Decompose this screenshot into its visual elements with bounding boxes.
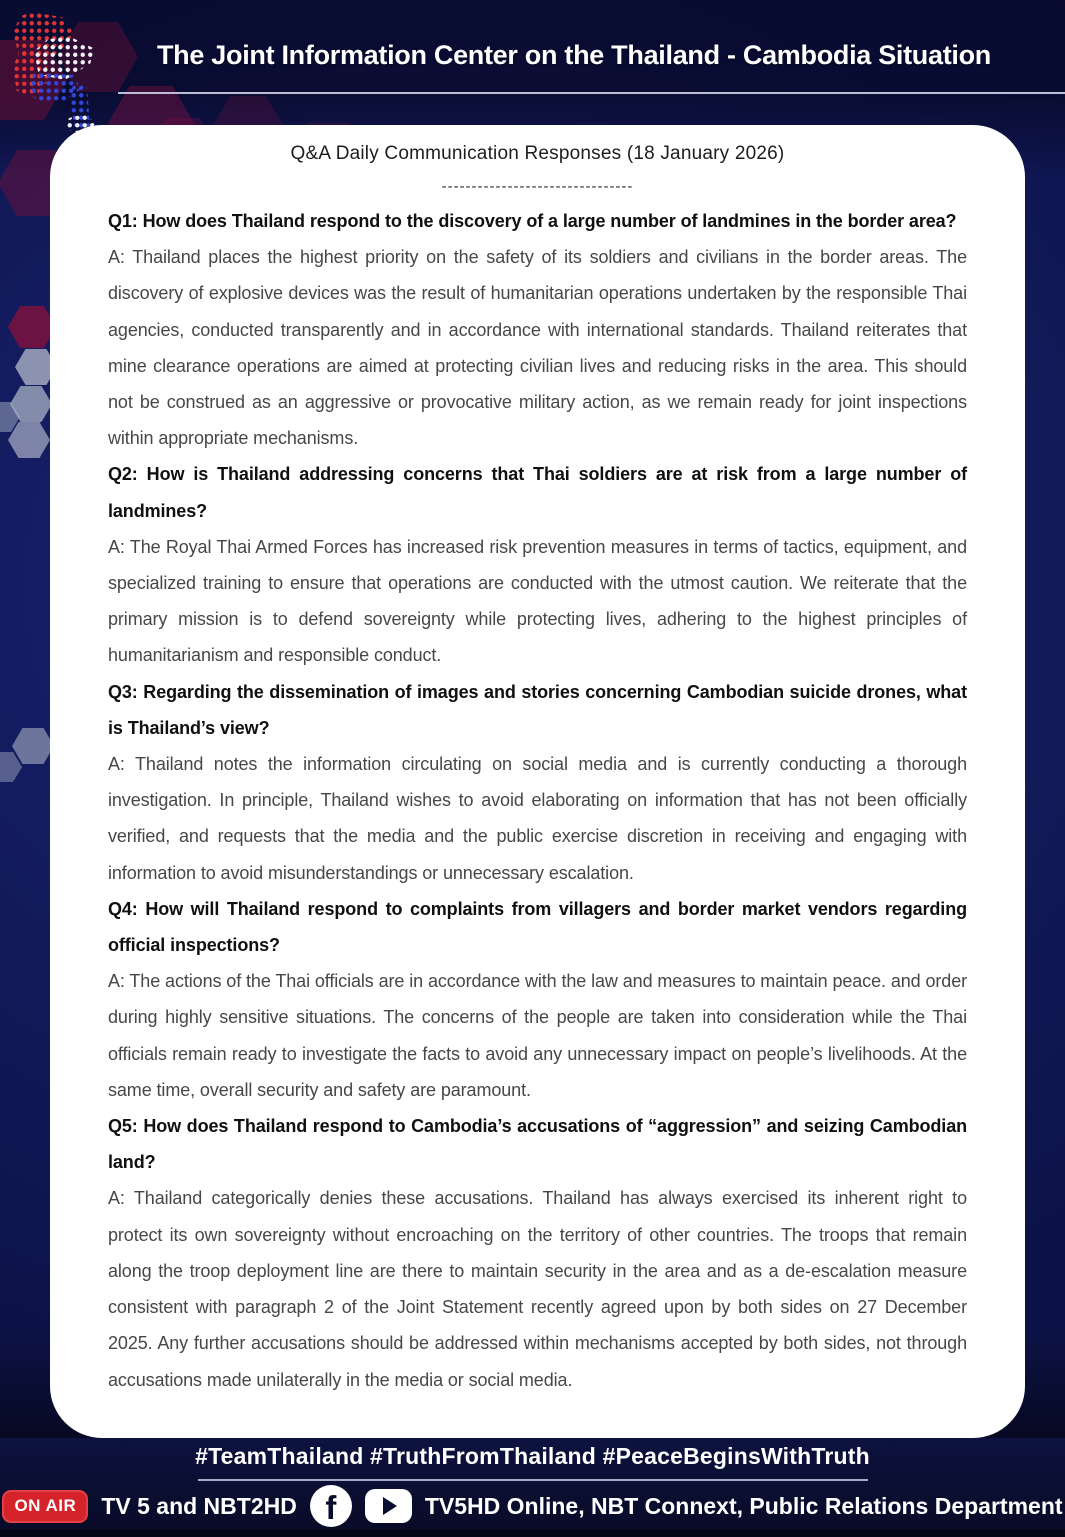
answer-5: A: Thailand categorically denies these accusations. Thailand has always exercised its inherent right to protect its own sovereignty without encroaching on the territory of other countries. The troops that remain along the troop deployment line are there to maintain security in the area and as a de-escalation measure consistent with paragraph 2 of the Joint Statement recently agreed upon by both sides on 27 December 2025. Any further accusations should be addressed within mechanisms accepted by both sides, not through accusations made unilaterally in the media or social media. <box>108 1188 967 1390</box>
facebook-glyph: f <box>325 1489 337 1526</box>
play-triangle-icon <box>383 1497 397 1515</box>
question-1: Q1: How does Thailand respond to the discovery of a large number of landmines in the border area? <box>108 211 957 231</box>
answer-4: A: The actions of the Thai officials are in accordance with the law and measures to maintain peace. and order during highly sensitive situations. The concerns of the people are taken into consideration while the Thai officials remain ready to investigate the facts to avoid any unnecessary impact on people’s livelihoods. At the same time, overall security and safety are paramount. <box>108 971 967 1100</box>
page-title: The Joint Information Center on the Thailand - Cambodia Situation <box>156 40 991 70</box>
answer-2: A: The Royal Thai Armed Forces has increased risk prevention measures in terms of tactics, equipment, and specialized training to ensure that operations are conducted with the utmost caution. We reiterate that the primary mission is to defend sovereignty while protecting lives, adhering to the highest principles of humanitarianism and responsible conduct. <box>108 536 967 666</box>
on-air-badge: ON AIR <box>2 1490 88 1523</box>
footer-divider <box>198 1479 868 1481</box>
youtube-icon <box>365 1489 412 1523</box>
hashtag-line: #TeamThailand #TruthFromThailand #PeaceBeginsWithTruth <box>195 1443 870 1469</box>
answer-3: A: Thailand notes the information circulating on social media and is currently conducting a thorough investigation. In principle, Thailand wishes to avoid elaborating on information that has not been officially verified, and requests that the media and the public exercise discretion in receiving and engaging with information to avoid misunderstandings or unnecessary escalation. <box>108 754 967 883</box>
question-3: Q3: Regarding the dissemination of images and stories concerning Cambodian suicide drones, what is Thailand’s view? <box>108 681 967 738</box>
qa-card <box>50 125 1025 1438</box>
header-divider <box>118 92 1065 94</box>
hexagon-decoration <box>8 422 50 458</box>
answer-1: A: Thailand places the highest priority on the safety of its soldiers and civilians in the border areas. The discovery of explosive devices was the result of humanitarian operations undertaken by the responsible Thai agencies, conducted transparently and in accordance with international standards. Thailand reiterates that mine clearance operations are aimed at protecting civilian lives and reducing risks in the area. This should not be construed as an aggressive or provocative military action, as we remain ready for joint inspections within appropriate mechanisms. <box>108 247 967 449</box>
facebook-icon <box>310 1485 352 1527</box>
broadcast-info-bar <box>0 1486 1065 1526</box>
bottom-edge-strip <box>0 1529 1065 1537</box>
question-5: Q5: How does Thailand respond to Cambodia’s accusations of “aggression” and seizing Cambodian land? <box>108 1116 967 1173</box>
card-title: Q&A Daily Communication Responses (18 January 2026) <box>290 143 785 164</box>
hexagon-decoration <box>8 306 56 348</box>
question-4: Q4: How will Thailand respond to complaints from villagers and border market vendors regarding official inspections? <box>108 898 967 956</box>
online-channels-label: TV5HD Online, NBT Connext, Public Relations Department <box>424 1492 1063 1519</box>
question-2: Q2: How is Thailand addressing concerns that Thai soldiers are at risk from a large number of landmines? <box>108 464 967 521</box>
dashed-separator: -------------------------------- <box>441 178 634 195</box>
tv-channels-label: TV 5 and NBT2HD <box>101 1492 297 1519</box>
hexagon-decoration <box>12 728 54 764</box>
